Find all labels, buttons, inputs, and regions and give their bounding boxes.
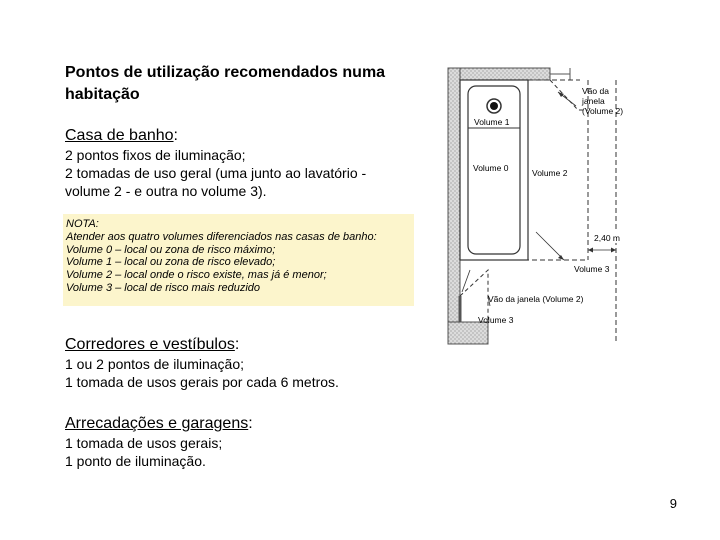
label-vao-janela-top: janela: [582, 96, 605, 106]
line: 2 pontos fixos de iluminação;: [65, 147, 246, 163]
section-bathroom: [65, 126, 435, 200]
label-dimension: 2,40 m: [594, 233, 620, 243]
line: 1 ponto de iluminação.: [65, 453, 206, 469]
wall-top: [448, 68, 550, 80]
heading-suffix: :: [248, 415, 253, 432]
note-line: Volume 3 – local de risco mais reduzido: [66, 281, 261, 294]
line: 2 tomadas de uso geral (uma junto ao lavatório -: [65, 165, 367, 181]
label-vao-janela-top: (Volume 2): [582, 106, 624, 116]
section-heading: [65, 414, 435, 434]
note-box: [63, 214, 414, 306]
label-volume-1: Volume 1: [474, 117, 510, 127]
section-corridors: [65, 335, 435, 391]
note-line: Atender aos quatro volumes diferenciados nas casas de banho:: [66, 230, 377, 243]
heading-suffix: :: [173, 127, 178, 144]
label-volume-2: Volume 2: [532, 168, 568, 178]
note-line: Volume 2 – local onde o risco existe, mas já é menor;: [66, 269, 327, 282]
label-vao-janela-bottom: Vão da janela (Volume 2): [488, 294, 584, 304]
wall-left: [448, 68, 460, 344]
heading-suffix: :: [234, 336, 240, 353]
line: 1 tomada de usos gerais;: [65, 435, 223, 451]
bathroom-volumes-diagram: [440, 60, 640, 350]
section-heading: [65, 335, 435, 355]
heading-text: Corredores e vestíbulos: [65, 336, 235, 353]
label-volume-3-bottom: Volume 3: [478, 315, 514, 325]
section-storage: [65, 414, 435, 470]
note-line: NOTA:: [66, 218, 99, 230]
line: volume 2 - e outra no volume 3).: [65, 183, 267, 199]
heading-text: Casa de banho: [65, 127, 174, 144]
label-volume-0: Volume 0: [473, 163, 509, 173]
label-volume-3-right: Volume 3: [574, 264, 610, 274]
wall-bottom: [448, 322, 488, 344]
label-vao-janela-top: Vão da: [582, 86, 609, 96]
line: 1 ou 2 pontos de iluminação;: [65, 356, 245, 372]
section-heading: [65, 126, 435, 146]
line: 1 tomada de usos gerais por cada 6 metros.: [65, 374, 339, 390]
note-line: Volume 0 – local ou zona de risco máximo;: [66, 243, 276, 256]
note-line: Volume 1 – local ou zona de risco elevado;: [66, 256, 276, 269]
page-number: 9: [669, 496, 677, 511]
page-title: Pontos de utilização recomendados numa habitação: [65, 64, 386, 103]
heading-text: Arrecadações e garagens: [65, 415, 249, 432]
